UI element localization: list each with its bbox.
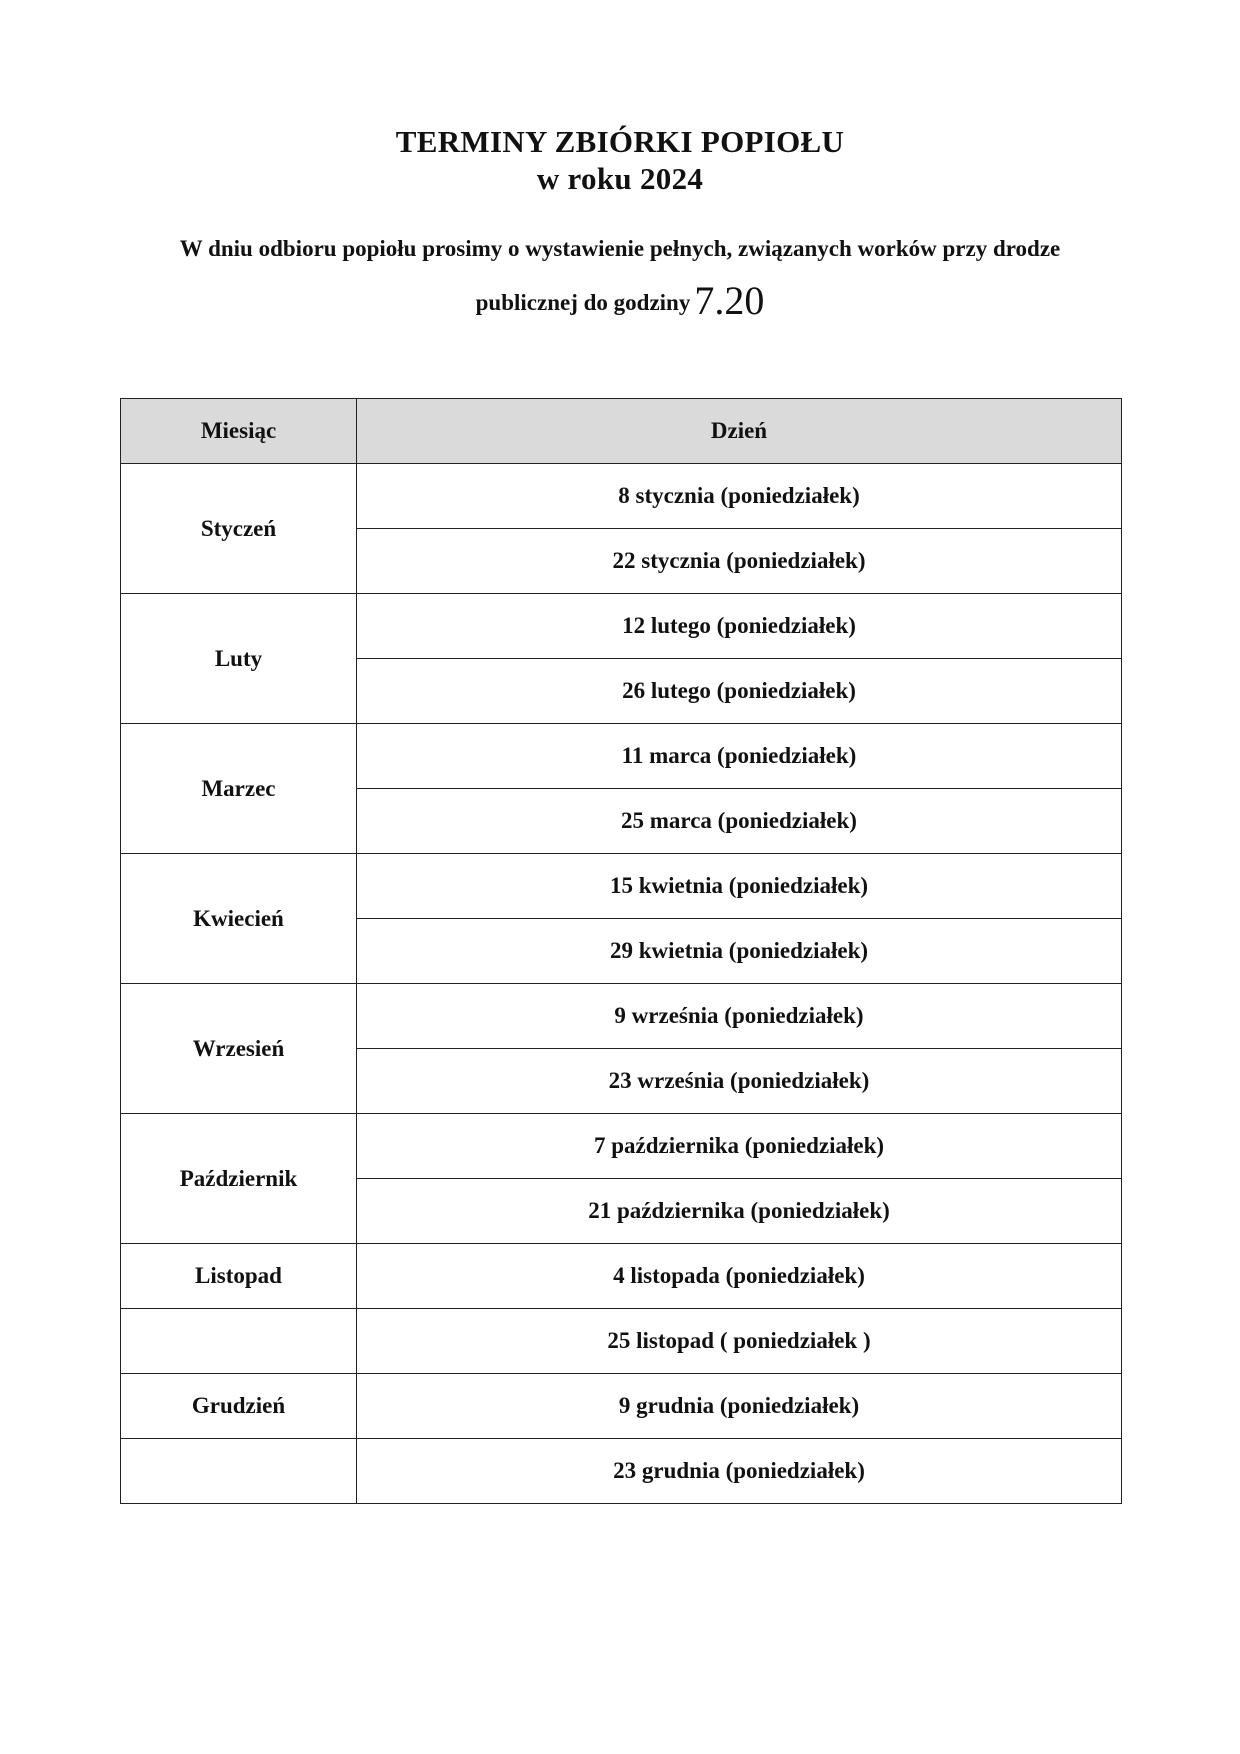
day-cell: 15 kwietnia (poniedziałek) (357, 854, 1122, 919)
day-cell: 7 października (poniedziałek) (357, 1114, 1122, 1179)
collection-schedule-table (120, 398, 1122, 1504)
table-row (121, 854, 1122, 919)
month-cell: Listopad (121, 1244, 357, 1309)
month-cell: Grudzień (121, 1374, 357, 1439)
table-body (121, 464, 1122, 1504)
table-row (121, 1309, 1122, 1374)
day-cell: 29 kwietnia (poniedziałek) (357, 919, 1122, 984)
pickup-hour: 7.20 (694, 278, 765, 323)
table-row (121, 984, 1122, 1049)
day-cell: 12 lutego (poniedziałek) (357, 594, 1122, 659)
table-row (121, 1439, 1122, 1504)
day-cell: 26 lutego (poniedziałek) (357, 659, 1122, 724)
day-cell: 25 listopad ( poniedziałek ) (357, 1309, 1122, 1374)
day-cell: 25 marca (poniedziałek) (357, 789, 1122, 854)
day-cell: 8 stycznia (poniedziałek) (357, 464, 1122, 529)
month-cell: Styczeń (121, 464, 357, 594)
month-cell: Październik (121, 1114, 357, 1244)
month-cell: Kwiecień (121, 854, 357, 984)
month-cell (121, 1439, 357, 1504)
intro-text: publicznej do godziny (475, 290, 691, 315)
table-header-row (121, 399, 1122, 464)
day-cell: 4 listopada (poniedziałek) (357, 1244, 1122, 1309)
document-title: TERMINY ZBIÓRKI POPIOŁU (395, 124, 845, 159)
day-cell: 21 października (poniedziałek) (357, 1179, 1122, 1244)
intro-line-2 (0, 277, 1240, 324)
table-row (121, 1114, 1122, 1179)
table-row (121, 1244, 1122, 1309)
day-cell: 9 grudnia (poniedziałek) (357, 1374, 1122, 1439)
month-cell: Marzec (121, 724, 357, 854)
document-subtitle: w roku 2024 (536, 161, 704, 196)
table-row (121, 464, 1122, 529)
month-cell: Luty (121, 594, 357, 724)
column-header-month: Miesiąc (121, 399, 357, 464)
day-cell: 23 września (poniedziałek) (357, 1049, 1122, 1114)
day-cell: 22 stycznia (poniedziałek) (357, 529, 1122, 594)
table-row (121, 594, 1122, 659)
day-cell: 9 września (poniedziałek) (357, 984, 1122, 1049)
month-cell: Wrzesień (121, 984, 357, 1114)
intro-line-1: W dniu odbioru popiołu prosimy o wystawienie pełnych, związanych worków przy drodze (179, 236, 1061, 261)
table-row (121, 724, 1122, 789)
day-cell: 23 grudnia (poniedziałek) (357, 1439, 1122, 1504)
day-cell: 11 marca (poniedziałek) (357, 724, 1122, 789)
month-cell (121, 1309, 357, 1374)
table-row (121, 1374, 1122, 1439)
column-header-day: Dzień (357, 399, 1122, 464)
